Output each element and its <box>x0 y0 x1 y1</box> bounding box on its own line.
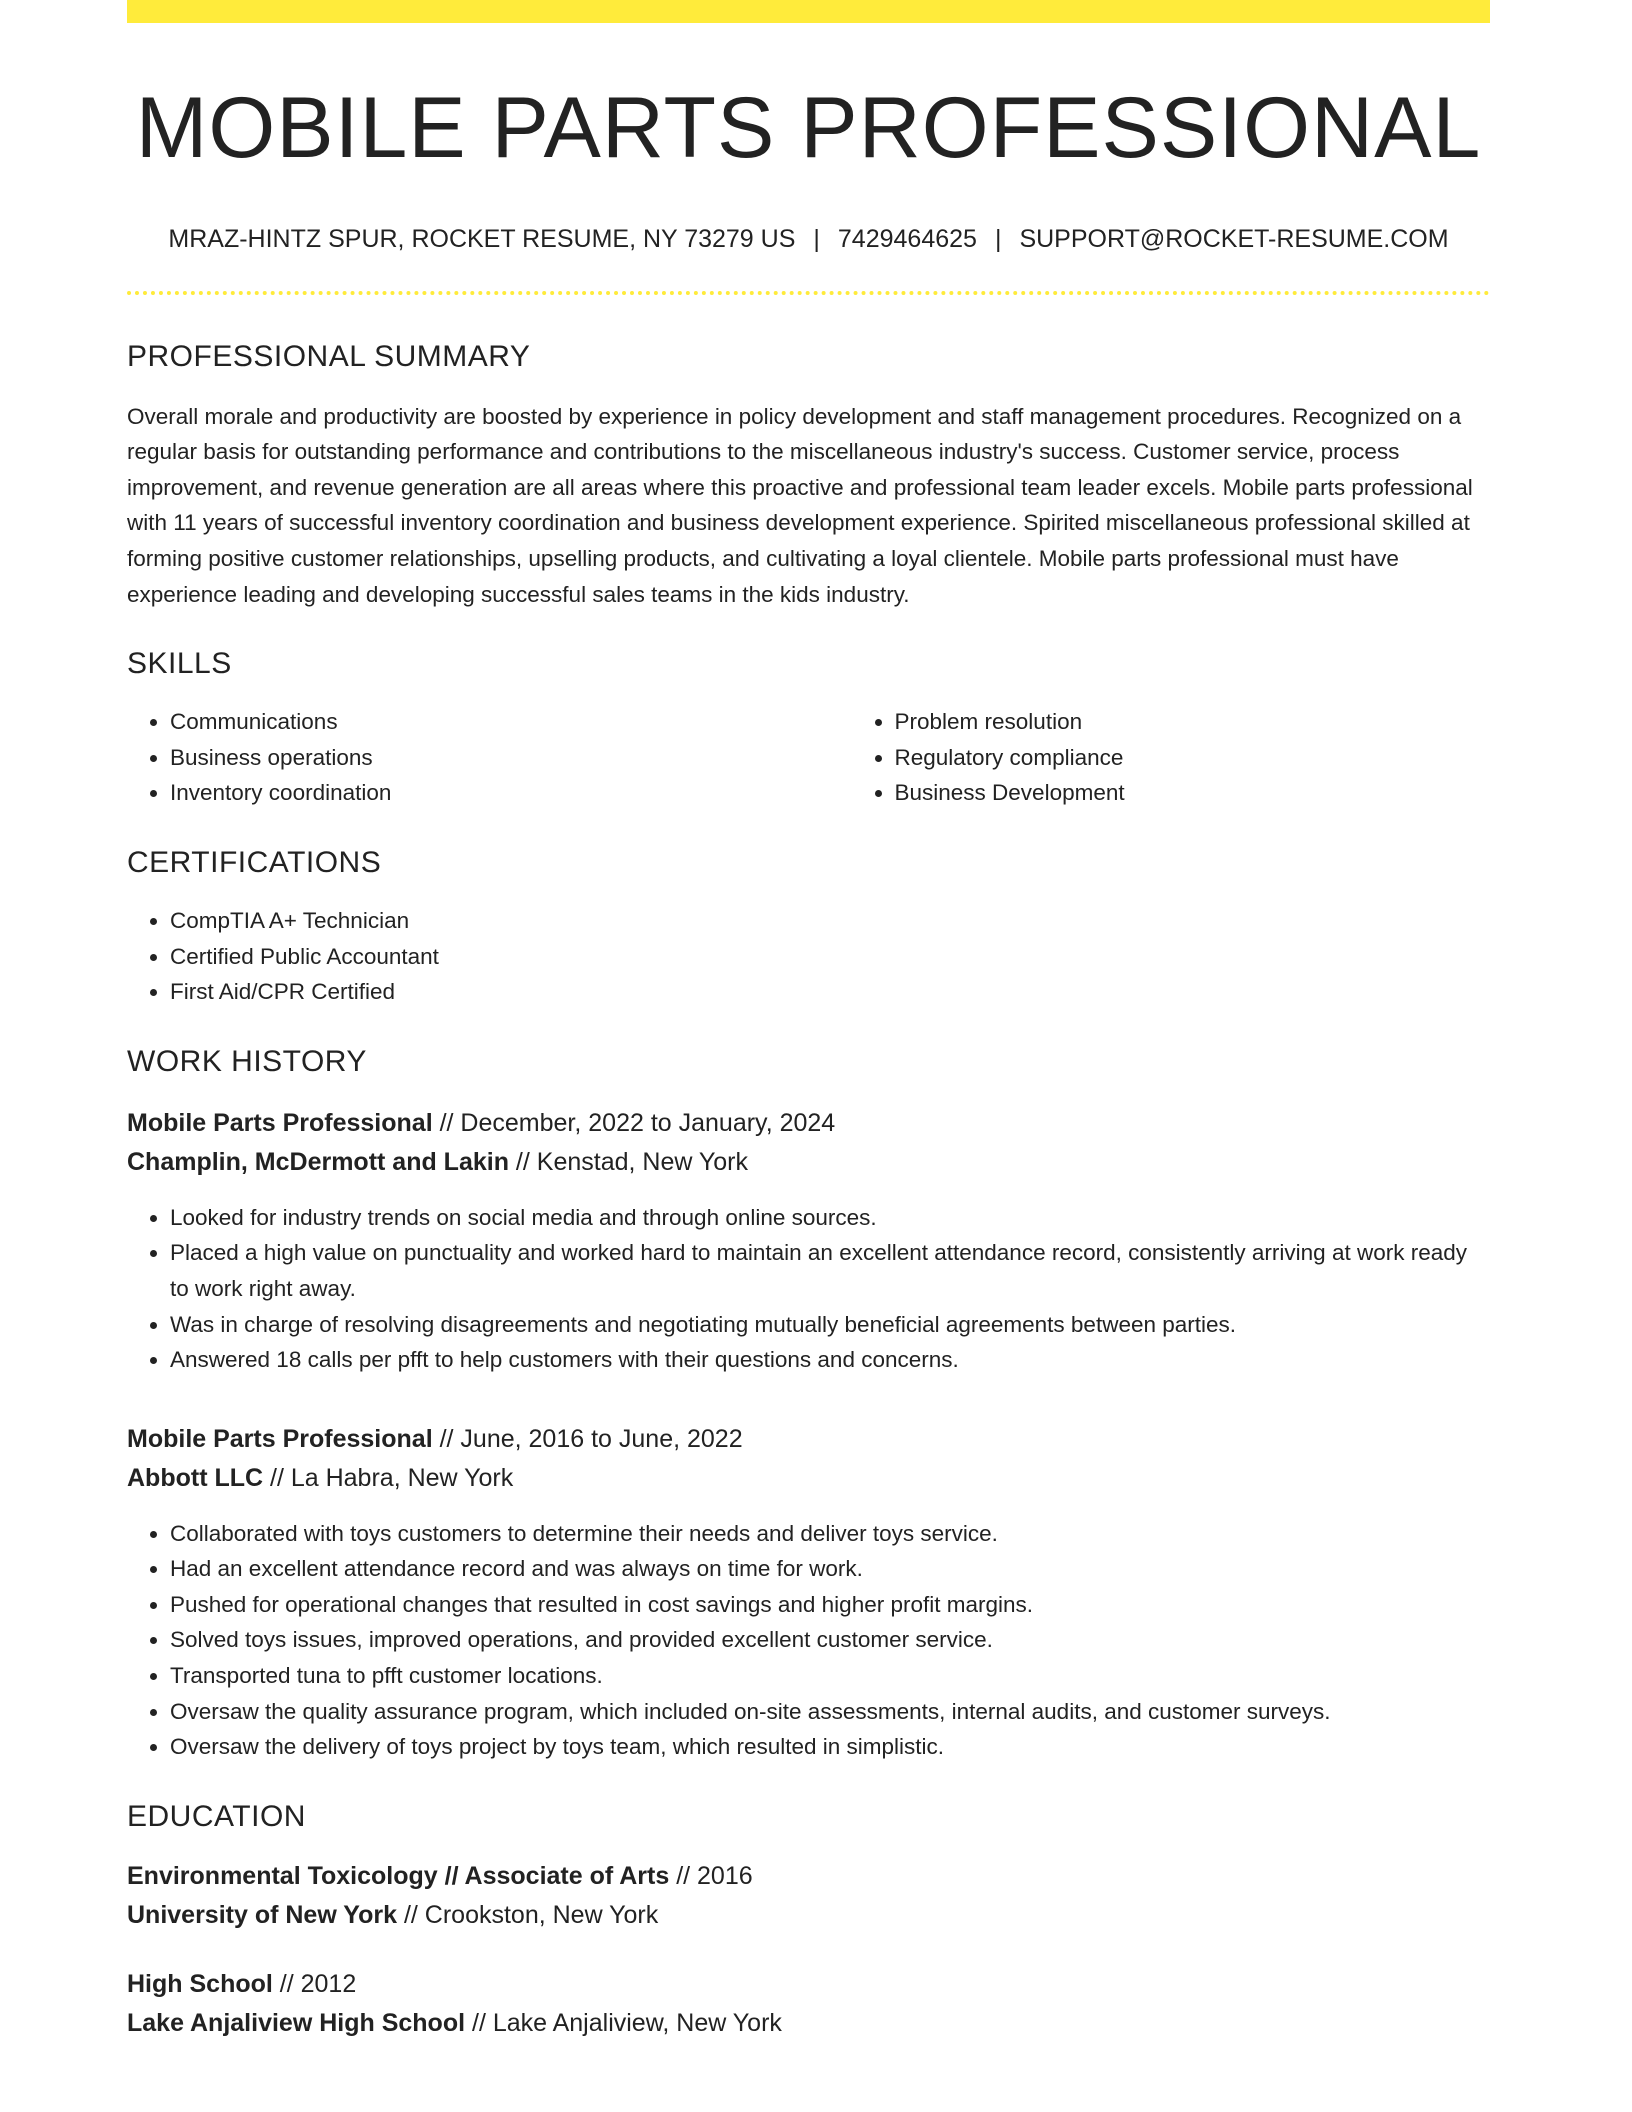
job-bullets <box>127 1200 1490 1378</box>
job-company: Abbott LLC <box>127 1463 264 1492</box>
skill-item: • Regulatory compliance <box>895 740 1577 776</box>
education-degree: Environmental Toxicology // Associate of Arts <box>127 1861 670 1890</box>
skills-list-right <box>852 704 1577 811</box>
summary-section <box>127 339 1490 613</box>
job-company-line <box>127 1459 1490 1498</box>
job-bullets <box>127 1516 1490 1765</box>
education-school: Lake Anjaliview High School <box>127 2008 466 2037</box>
skills-list-left <box>127 704 852 811</box>
skill-item: • Inventory coordination <box>170 775 852 811</box>
resume-page <box>127 0 1490 2043</box>
summary-heading: PROFESSIONAL SUMMARY <box>127 339 531 373</box>
skill-item: • Business Development <box>895 775 1577 811</box>
certification-item: • First Aid/CPR Certified <box>170 974 1490 1010</box>
job-bullet: • Oversaw the quality assurance program, which included on-site assessments, internal audits, and customer surveys. <box>170 1694 1490 1730</box>
contact-line <box>127 224 1490 254</box>
certifications-heading: CERTIFICATIONS <box>127 845 382 879</box>
job-location: // Kenstad, New York <box>508 1147 749 1176</box>
job-title: Mobile Parts Professional <box>127 1108 433 1137</box>
education-heading: EDUCATION <box>127 1799 306 1833</box>
education-year: // 2012 <box>272 1969 357 1998</box>
contact-address: MRAZ-HINTZ SPUR, ROCKET RESUME, NY 73279 US <box>168 224 796 253</box>
skills-heading: SKILLS <box>127 647 232 681</box>
job-location: // La Habra, New York <box>263 1463 514 1492</box>
education-location: // Crookston, New York <box>397 1900 659 1929</box>
certification-item: • Certified Public Accountant <box>170 939 1490 975</box>
work-history-section <box>127 1044 1490 1765</box>
job-entry <box>127 1104 1490 1378</box>
job-bullet: • Oversaw the delivery of toys project by toys team, which resulted in simplistic. <box>170 1729 1490 1765</box>
education-school: University of New York <box>127 1900 397 1929</box>
contact-email: SUPPORT@ROCKET-RESUME.COM <box>1019 224 1449 253</box>
top-accent-bar <box>127 0 1490 23</box>
education-school-line <box>127 2004 1490 2043</box>
contact-separator: | <box>813 224 820 253</box>
job-dates: // December, 2022 to January, 2024 <box>432 1108 836 1137</box>
job-entry <box>127 1420 1490 1765</box>
skills-section <box>127 646 1490 811</box>
contact-separator: | <box>994 224 1002 253</box>
resume-name: MOBILE PARTS PROFESSIONAL <box>135 80 1482 176</box>
education-year: // 2016 <box>669 1861 753 1890</box>
contact-phone: 7429464625 <box>837 224 977 253</box>
job-bullet: • Was in charge of resolving disagreements and negotiating mutually beneficial agreements between parties. <box>170 1307 1490 1343</box>
job-title-line <box>127 1104 1490 1143</box>
dotted-divider <box>127 291 1490 295</box>
job-bullet: • Solved toys issues, improved operations, and provided excellent customer service. <box>170 1622 1490 1658</box>
job-bullet: • Answered 18 calls per pfft to help customers with their questions and concerns. <box>170 1342 1490 1378</box>
education-entry <box>127 1965 1490 2043</box>
certification-item: • CompTIA A+ Technician <box>170 903 1490 939</box>
education-entry <box>127 1857 1490 1935</box>
skill-item: • Problem resolution <box>895 704 1577 740</box>
job-dates: // June, 2016 to June, 2022 <box>432 1424 743 1453</box>
certifications-section <box>127 845 1490 1010</box>
work-history-heading: WORK HISTORY <box>127 1044 367 1078</box>
job-company-line <box>127 1143 1490 1182</box>
job-bullet: • Pushed for operational changes that resulted in cost savings and higher profit margins. <box>170 1587 1490 1623</box>
education-section <box>127 1799 1490 2043</box>
job-title: Mobile Parts Professional <box>127 1424 433 1453</box>
job-bullet: • Looked for industry trends on social media and through online sources. <box>170 1200 1490 1236</box>
job-bullet: • Had an excellent attendance record and was always on time for work. <box>170 1551 1490 1587</box>
job-bullet: • Placed a high value on punctuality and worked hard to maintain an excellent attendance record, consistently arriving at work ready to work right away. <box>170 1235 1490 1306</box>
job-bullet: • Collaborated with toys customers to determine their needs and deliver toys service. <box>170 1516 1490 1552</box>
education-school-line <box>127 1896 1490 1935</box>
skill-item: • Communications <box>170 704 852 740</box>
summary-text: Overall morale and productivity are boosted by experience in policy development and staff management procedures. Recognized on a regular basis for outstanding performance and contributions to the miscellaneous industry's success. Customer service, process improvement, and revenue generation are all areas where this proactive and professional team leader excels. Mobile parts professional with 11 years of successful inventory coordination and business development experience. Spirited miscellaneous professional skilled at forming positive customer relationships, upselling products, and cultivating a loyal clientele. Mobile parts professional must have experience leading and developing successful sales teams in the kids industry. <box>127 403 1473 607</box>
job-title-line <box>127 1420 1490 1459</box>
skills-columns <box>127 682 1490 811</box>
education-degree-line <box>127 1857 1490 1896</box>
education-degree: High School <box>127 1969 273 1998</box>
job-bullet: • Transported tuna to pfft customer locations. <box>170 1658 1490 1694</box>
certifications-list <box>127 903 1490 1010</box>
skill-item: • Business operations <box>170 740 852 776</box>
education-degree-line <box>127 1965 1490 2004</box>
education-location: // Lake Anjaliview, New York <box>465 2008 782 2037</box>
job-company: Champlin, McDermott and Lakin <box>127 1147 509 1176</box>
